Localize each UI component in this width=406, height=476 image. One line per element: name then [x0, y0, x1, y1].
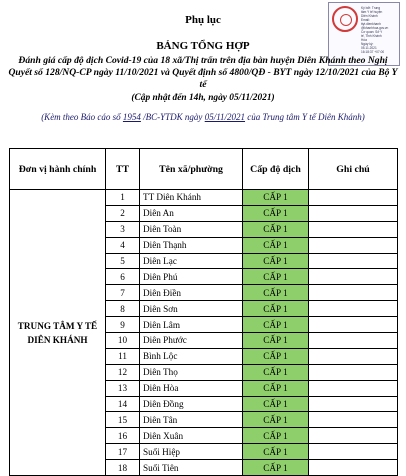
commune-name: Diên An	[140, 205, 243, 221]
signature-line: Ký bởi: Trung	[361, 6, 381, 10]
commune-name: Diên Thạnh	[140, 237, 243, 253]
epidemic-level: CẤP 1	[243, 285, 309, 301]
epidemic-level: CẤP 1	[243, 253, 309, 269]
commune-name: Diên Điền	[140, 285, 243, 301]
row-number: 13	[106, 380, 140, 396]
signature-line: Hòa	[361, 38, 367, 42]
epidemic-level: CẤP 1	[243, 348, 309, 364]
update-note: (Cập nhật đến 14h, ngày 05/11/2021)	[131, 93, 275, 103]
row-number: 16	[106, 428, 140, 444]
appendix-label: Phụ lục	[185, 14, 221, 26]
ref-number: 1954	[122, 112, 141, 122]
commune-name: Diên Sơn	[140, 301, 243, 317]
note-cell	[309, 348, 398, 364]
signature-line: Ngày ký:	[361, 42, 374, 46]
note-cell	[309, 301, 398, 317]
row-number: 5	[106, 253, 140, 269]
note-cell	[309, 333, 398, 349]
commune-name: Diên Tân	[140, 412, 243, 428]
epidemic-level: CẤP 1	[243, 380, 309, 396]
commune-name: Diên Phú	[140, 269, 243, 285]
signature-line: Cơ quan: Sở Y	[361, 30, 383, 34]
epidemic-level: CẤP 1	[243, 412, 309, 428]
epidemic-level: CẤP 1	[243, 237, 309, 253]
ref-date: 05/11/2021	[204, 112, 246, 122]
commune-name: Suối Hiệp	[140, 444, 243, 460]
note-cell	[309, 205, 398, 221]
epidemic-level: CẤP 1	[243, 205, 309, 221]
commune-name: Diên Lạc	[140, 253, 243, 269]
col-header-level: Cấp độ dịch	[243, 149, 309, 190]
note-cell	[309, 364, 398, 380]
col-header-note: Ghi chú	[309, 149, 398, 190]
row-number: 17	[106, 444, 140, 460]
row-number: 1	[106, 190, 140, 206]
epidemic-level: CẤP 1	[243, 190, 309, 206]
commune-name: Diên Lâm	[140, 317, 243, 333]
signature-line: Diên Khánh	[361, 14, 378, 18]
report-reference	[0, 112, 406, 122]
document-description: Đánh giá cấp độ dịch Covid-19 của 18 xã/Thị trấn trên địa bàn huyện Diên Khánh theo Nghị Quyết số 128/NQ-CP ngày 11/10/2021 và Quyết định số 4800/QĐ - BYT ngày 12/10/2021 của Bộ Y tế	[8, 55, 398, 90]
note-cell	[309, 269, 398, 285]
commune-name: Suối Tiên	[140, 460, 243, 476]
row-number: 2	[106, 205, 140, 221]
note-cell	[309, 396, 398, 412]
epidemic-level: CẤP 1	[243, 301, 309, 317]
commune-name: Diên Toàn	[140, 221, 243, 237]
signature-line: Email:	[361, 18, 370, 22]
table-row	[10, 190, 398, 206]
epidemic-level: CẤP 1	[243, 333, 309, 349]
covid-level-table	[9, 148, 398, 476]
note-cell	[309, 460, 398, 476]
epidemic-level: CẤP 1	[243, 428, 309, 444]
commune-name: Diên Xuân	[140, 428, 243, 444]
signature-line: tâm Y tế huyện	[361, 10, 383, 14]
signature-line: tế, Tỉnh Khánh	[361, 34, 382, 38]
note-cell	[309, 428, 398, 444]
row-number: 11	[106, 348, 140, 364]
commune-name: Diên Thọ	[140, 364, 243, 380]
signature-line: @khanhhoa.gov.vn	[361, 26, 389, 30]
table-header-row	[10, 149, 398, 190]
signature-line: ttyt.dienkhanh	[361, 22, 381, 26]
commune-name: Bình Lộc	[140, 348, 243, 364]
epidemic-level: CẤP 1	[243, 444, 309, 460]
note-cell	[309, 285, 398, 301]
row-number: 8	[106, 301, 140, 317]
commune-name: Diên Đồng	[140, 396, 243, 412]
row-number: 6	[106, 269, 140, 285]
row-number: 14	[106, 396, 140, 412]
epidemic-level: CẤP 1	[243, 317, 309, 333]
note-cell	[309, 380, 398, 396]
epidemic-level: CẤP 1	[243, 396, 309, 412]
note-cell	[309, 444, 398, 460]
epidemic-level: CẤP 1	[243, 364, 309, 380]
epidemic-level: CẤP 1	[243, 221, 309, 237]
commune-name: TT Diên Khánh	[140, 190, 243, 206]
row-number: 9	[106, 317, 140, 333]
admin-unit-cell: TRUNG TÂM Y TẾ DIÊN KHÁNH	[10, 190, 106, 476]
row-number: 15	[106, 412, 140, 428]
signature-line: 05.11.2021	[361, 46, 377, 50]
signature-line: 16:18:37 +07:00	[361, 50, 385, 54]
col-header-unit: Đơn vị hành chính	[10, 149, 106, 190]
note-cell	[309, 237, 398, 253]
note-cell	[309, 317, 398, 333]
row-number: 7	[106, 285, 140, 301]
ref-mid: /BC-YTDK ngày	[140, 112, 205, 122]
epidemic-level: CẤP 1	[243, 460, 309, 476]
epidemic-level: CẤP 1	[243, 269, 309, 285]
ref-prefix: (Kèm theo Báo cáo số	[41, 112, 123, 122]
row-number: 12	[106, 364, 140, 380]
commune-name: Diên Phước	[140, 333, 243, 349]
row-number: 4	[106, 237, 140, 253]
note-cell	[309, 253, 398, 269]
row-number: 18	[106, 460, 140, 476]
row-number: 3	[106, 221, 140, 237]
commune-name: Diên Hòa	[140, 380, 243, 396]
row-number: 10	[106, 333, 140, 349]
ref-suffix: của Trung tâm Y tế Diên Khánh)	[245, 112, 365, 122]
col-header-name: Tên xã/phường	[140, 149, 243, 190]
note-cell	[309, 412, 398, 428]
note-cell	[309, 221, 398, 237]
note-cell	[309, 190, 398, 206]
document-title: BẢNG TỔNG HỢP	[156, 40, 250, 52]
col-header-tt: TT	[106, 149, 140, 190]
